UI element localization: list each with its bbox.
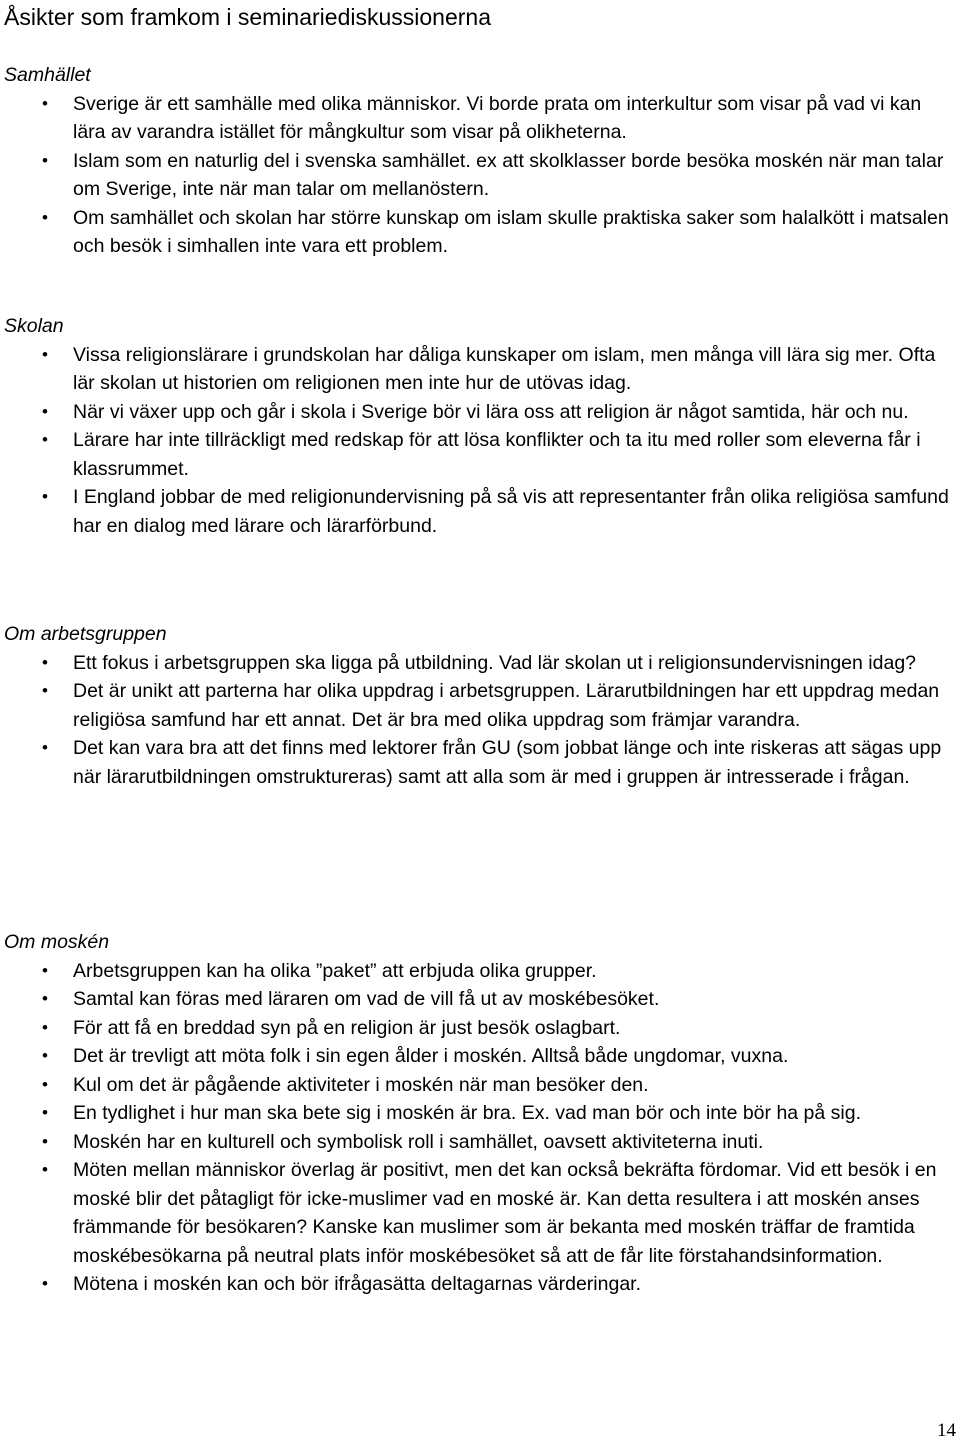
section-om-mosken <box>0 928 960 1299</box>
section-om-arbetsgruppen <box>0 620 960 791</box>
bullet-icon: • <box>42 738 48 757</box>
list-item-text: Möten mellan människor överlag är positivt, men det kan också bekräfta fördomar. Vid ett besök i en moské blir det påtagligt för icke-muslimer vad en moské är. Kan detta resultera i att moskén anses främmande för besökaren? Kanske kan muslimer som är bekanta med moskén träffar de framtida moskébesökarna på neutral plats inför moskébesöket så att de får lite förstahandsinformation. <box>73 1159 937 1267</box>
list-item <box>0 483 960 540</box>
list-item-text: Om samhället och skolan har större kunskap om islam skulle praktiska saker som halalkött i matsalen och besök i simhallen inte vara ett problem. <box>73 206 949 257</box>
list-item-text: Islam som en naturlig del i svenska samhället. ex att skolklasser borde besöka moskén när man talar om Sverige, inte när man talar om mellanöstern. <box>73 149 944 200</box>
list-item-text: Lärare har inte tillräckligt med redskap för att lösa konflikter och ta itu med roller som eleverna får i klassrummet. <box>73 429 921 480</box>
list-item-text: Sverige är ett samhälle med olika människor. Vi borde prata om interkultur som visar på vad vi kan lära av varandra istället för mångkultur som visar på olikheterna. <box>73 92 922 143</box>
bullet-icon: • <box>42 207 48 227</box>
list-item <box>0 426 960 483</box>
bullet-icon: • <box>42 1017 48 1037</box>
list-item-text: Vissa religionslärare i grundskolan har dåliga kunskaper om islam, men många vill lära sig mer. Ofta lär skolan ut historien om religionen men inte hur de utövas idag. <box>73 343 936 394</box>
bullet-icon: • <box>42 487 48 506</box>
list-item-text: Arbetsgruppen kan ha olika ”paket” att erbjuda olika grupper. <box>73 959 597 982</box>
bullet-list <box>0 957 960 1299</box>
bullet-list <box>0 341 960 541</box>
section-heading: Samhället <box>4 64 91 86</box>
list-item <box>0 1128 960 1157</box>
list-item <box>0 398 960 427</box>
list-item-text: Det är unikt att parterna har olika uppdrag i arbetsgruppen. Lärarutbildningen har ett uppdrag medan religiösa samfund har ett annat. Det är bra med olika uppdrag som främjar varandra. <box>73 680 940 731</box>
bullet-icon: • <box>42 960 48 980</box>
bullet-icon: • <box>42 150 48 170</box>
list-item <box>0 957 960 986</box>
list-item <box>0 649 960 678</box>
list-item <box>0 1099 960 1128</box>
list-item-text: Det är trevligt att möta folk i sin egen ålder i moskén. Alltså både ungdomar, vuxna. <box>73 1045 789 1067</box>
section-skolan <box>0 312 960 540</box>
list-item <box>0 1014 960 1043</box>
list-item-text: I England jobbar de med religionundervisning på så vis att representanter från olika religiösa samfund har en dialog med lärare och lärarförbund. <box>73 486 949 537</box>
bullet-icon: • <box>42 1274 48 1293</box>
list-item <box>0 1071 960 1100</box>
bullet-icon: • <box>42 1046 48 1065</box>
bullet-list <box>0 649 960 792</box>
list-item <box>0 1042 960 1071</box>
list-item <box>0 985 960 1014</box>
list-item <box>0 147 960 204</box>
bullet-icon: • <box>42 1160 48 1179</box>
list-item-text: En tydlighet i hur man ska bete sig i moskén är bra. Ex. vad man bör och inte bör ha på sig. <box>73 1102 861 1124</box>
list-item-text: Mötena i moskén kan och bör ifrågasätta deltagarnas värderingar. <box>73 1273 641 1295</box>
list-item <box>0 1270 960 1299</box>
list-item-text: Ett fokus i arbetsgruppen ska ligga på utbildning. Vad lär skolan ut i religionsundervisningen idag? <box>73 651 917 674</box>
bullet-icon: • <box>42 681 48 700</box>
list-item <box>0 204 960 261</box>
list-item <box>0 677 960 734</box>
section-heading: Om arbetsgruppen <box>4 623 167 645</box>
list-item-text: Moskén har en kulturell och symbolisk roll i samhället, oavsett aktiviteterna inuti. <box>73 1130 764 1153</box>
page-number: 14 <box>937 1420 956 1441</box>
bullet-icon: • <box>42 93 48 113</box>
list-item-text: När vi växer upp och går i skola i Sverige bör vi lära oss att religion är något samtida, här och nu. <box>73 400 909 423</box>
section-heading: Om moskén <box>4 931 110 953</box>
section-heading: Skolan <box>4 315 64 337</box>
list-item <box>0 90 960 147</box>
bullet-icon: • <box>42 652 48 672</box>
list-item-text: Kul om det är pågående aktiviteter i moskén när man besöker den. <box>73 1073 649 1096</box>
bullet-icon: • <box>42 401 48 421</box>
bullet-icon: • <box>42 430 48 449</box>
bullet-icon: • <box>42 1074 48 1094</box>
bullet-icon: • <box>42 1131 48 1151</box>
list-item <box>0 734 960 791</box>
list-item <box>0 341 960 398</box>
section-samhallet <box>0 61 960 261</box>
bullet-list <box>0 90 960 261</box>
bullet-icon: • <box>42 344 48 364</box>
list-item-text: Det kan vara bra att det finns med lektorer från GU (som jobbat länge och inte riskeras att sägas upp när lärarutbildningen omstruktureras) samt att alla som är med i gruppen är intresserade i frågan. <box>73 737 942 788</box>
list-item <box>0 1156 960 1270</box>
bullet-icon: • <box>42 989 48 1008</box>
list-item-text: Samtal kan föras med läraren om vad de vill få ut av moskébesöket. <box>73 988 660 1010</box>
list-item-text: För att få en breddad syn på en religion är just besök oslagbart. <box>73 1016 621 1039</box>
bullet-icon: • <box>42 1103 48 1122</box>
page-title: Åsikter som framkom i seminariediskussionerna <box>4 4 491 30</box>
